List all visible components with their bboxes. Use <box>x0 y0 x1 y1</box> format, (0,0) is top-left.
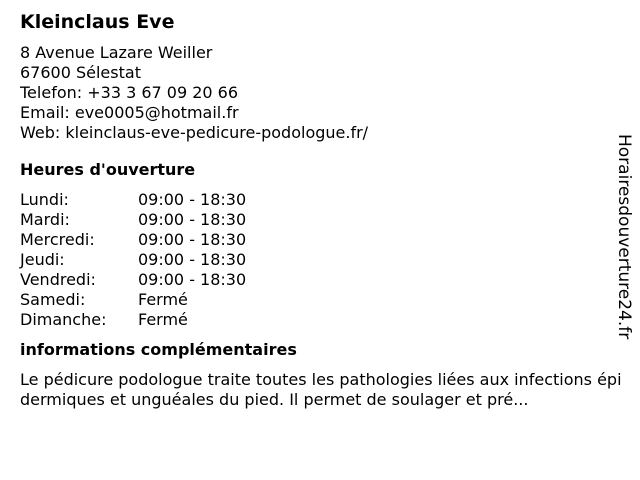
hours-row <box>20 310 620 330</box>
hours-time: 09:00 - 18:30 <box>138 250 247 269</box>
business-name: Kleinclaus Eve <box>20 11 175 33</box>
hours-row <box>20 290 620 310</box>
website-address: Web: kleinclaus-eve-pedicure-podologue.fr/ <box>20 123 369 142</box>
hours-time: 09:00 - 18:30 <box>138 230 247 249</box>
site-watermark: Horairesdouverture24.fr <box>614 134 634 340</box>
hours-row <box>20 270 620 290</box>
hours-row <box>20 230 620 250</box>
hours-row <box>20 250 620 270</box>
hours-time: 09:00 - 18:30 <box>138 270 247 289</box>
hours-day: Vendredi: <box>20 270 96 289</box>
hours-row <box>20 190 620 210</box>
city-address: 67600 Sélestat <box>20 63 141 82</box>
hours-time: 09:00 - 18:30 <box>138 210 247 229</box>
hours-heading: Heures d'ouverture <box>20 160 196 179</box>
email-address: Email: eve0005@hotmail.fr <box>20 103 239 122</box>
hours-table <box>20 190 620 330</box>
hours-day: Jeudi: <box>20 250 65 269</box>
hours-day: Mercredi: <box>20 230 95 249</box>
street-address: 8 Avenue Lazare Weiller <box>20 43 213 62</box>
hours-row <box>20 210 620 230</box>
hours-time: 09:00 - 18:30 <box>138 190 247 209</box>
info-description: Le pédicure podologue traite toutes les pathologies liées aux infections épidermiques et unguéales du pied. Il permet de soulager et pré... <box>20 370 622 409</box>
hours-time: Fermé <box>138 310 188 329</box>
hours-day: Mardi: <box>20 210 70 229</box>
info-heading: informations complémentaires <box>20 340 297 359</box>
hours-time: Fermé <box>138 290 188 309</box>
phone-number: Telefon: +33 3 67 09 20 66 <box>20 83 239 102</box>
contact-block <box>20 43 620 143</box>
hours-day: Lundi: <box>20 190 69 209</box>
hours-day: Samedi: <box>20 290 86 309</box>
hours-day: Dimanche: <box>20 310 107 329</box>
business-card <box>20 10 620 410</box>
